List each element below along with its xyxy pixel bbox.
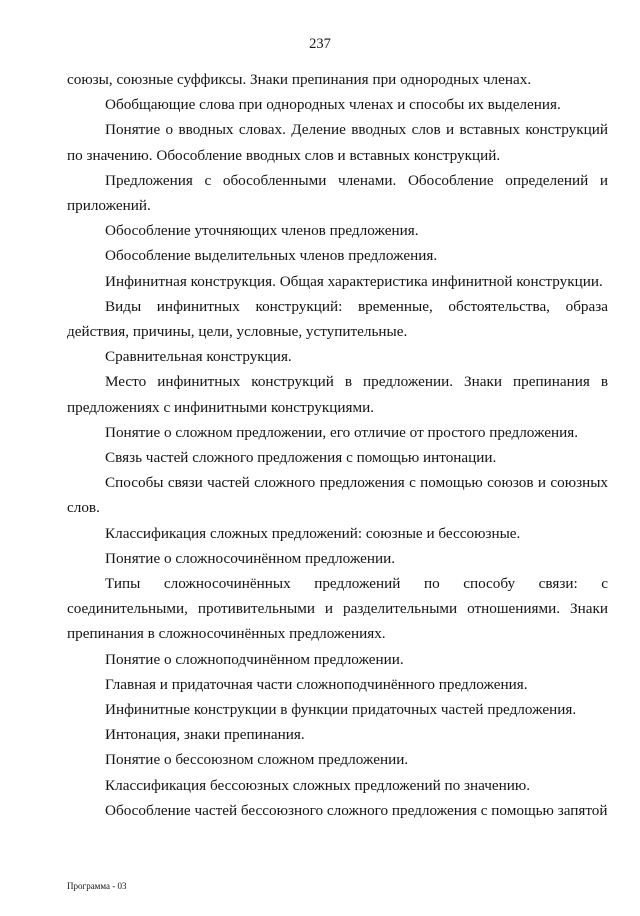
paragraph: Обособление частей бессоюзного сложного предложения с помощью запятой — [105, 801, 608, 819]
paragraph: Понятие о вводных словах. Деление вводных слов и вставных конструкций по значению. Обособление вводных слов и вставных конструкций. — [67, 121, 608, 164]
body-text — [67, 67, 608, 823]
paragraph: Обобщающие слова при однородных членах и способы их выделения. — [105, 96, 561, 114]
paragraph: Предложения с обособленными членами. Обособление определений и приложений. — [67, 171, 608, 215]
paragraph: союзы, союзные суффиксы. Знаки препинания при однородных членах. — [67, 71, 532, 88]
paragraph: Понятие о сложном предложении, его отличие от простого предложения. — [105, 423, 579, 441]
paragraph: Виды инфинитных конструкций: временные, обстоятельства, образа действия, причины, цели, условные, уступительные. — [67, 297, 608, 341]
paragraph: Обособление выделительных членов предложения. — [105, 247, 438, 265]
paragraph: Главная и придаточная части сложноподчинённого предложения. — [105, 675, 528, 693]
footer-label: Программа - 03 — [67, 881, 127, 891]
page-number: 237 — [309, 36, 331, 52]
paragraph: Интонация, знаки препинания. — [105, 726, 305, 744]
paragraph: Понятие о сложносочинённом предложении. — [105, 549, 396, 567]
paragraph: Связь частей сложного предложения с помощью интонации. — [105, 449, 497, 467]
paragraph: Классификация бессоюзных сложных предложений по значению. — [105, 776, 531, 794]
paragraph: Место инфинитных конструкций в предложении. Знаки препинания в предложениях с инфинитными конструкциями. — [67, 373, 608, 416]
paragraph: Понятие о бессоюзном сложном предложении. — [105, 751, 409, 769]
paragraph: Сравнительная конструкция. — [105, 348, 292, 366]
paragraph: Понятие о сложноподчинённом предложении. — [105, 650, 404, 668]
paragraph: Инфинитные конструкции в функции придаточных частей предложения. — [105, 701, 577, 719]
paragraph: Типы сложносочинённых предложений по способу связи: с соединительными, противительными и разделительными отношениями. Знаки препинания в сложносочинённых предложениях. — [67, 575, 608, 643]
paragraph: Классификация сложных предложений: союзные и бессоюзные. — [105, 524, 521, 542]
paragraph: Инфинитная конструкция. Общая характеристика инфинитной конструкции. — [105, 272, 603, 290]
paragraph: Обособление уточняющих членов предложения. — [105, 222, 419, 240]
paragraph: Способы связи частей сложного предложения с помощью союзов и союзных слов. — [67, 474, 608, 517]
